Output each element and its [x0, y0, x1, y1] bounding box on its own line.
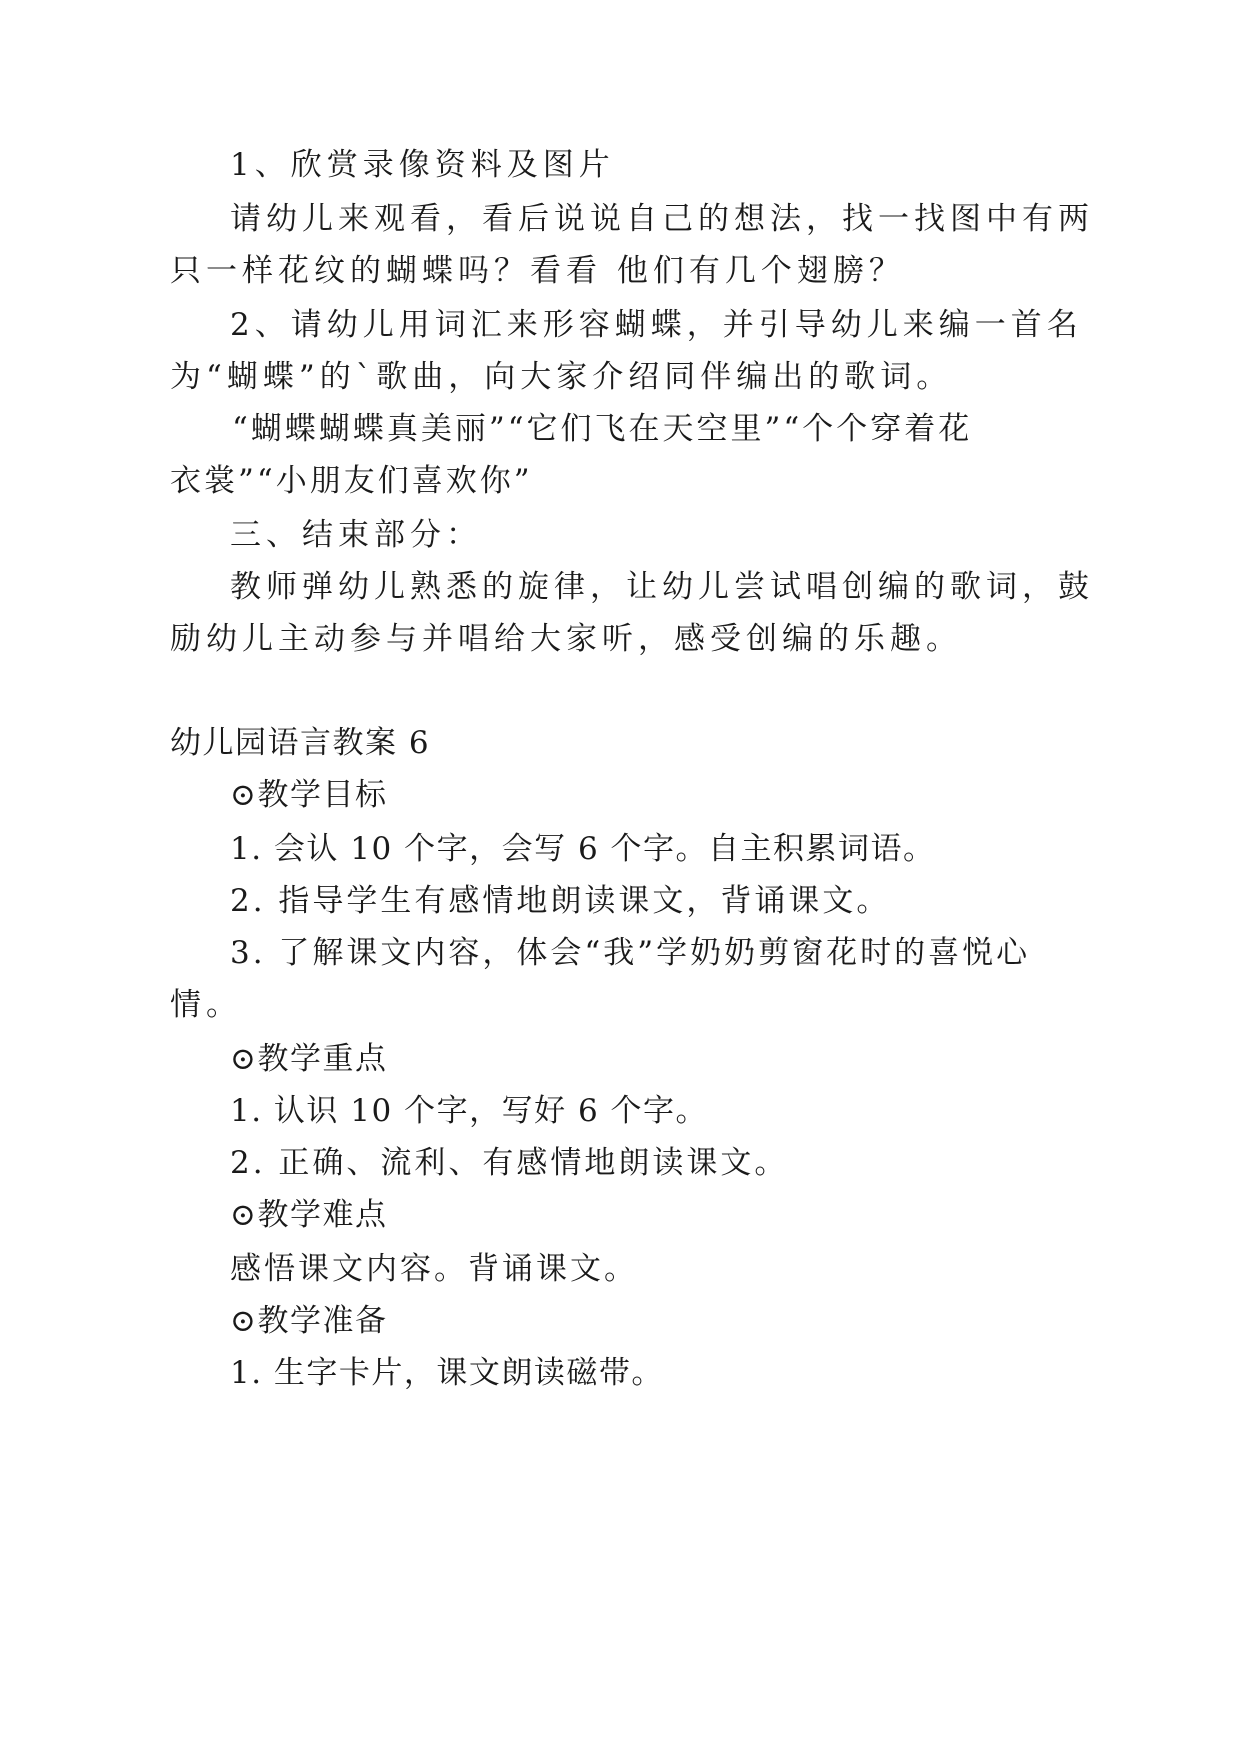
key-points-heading: ⊙教学重点	[230, 1041, 388, 1077]
list-item: 1. 会认 10 个字，会写 6 个字。自主积累词语。	[230, 831, 936, 867]
goals-heading: ⊙教学目标	[230, 777, 388, 813]
paragraph-line: 请幼儿来观看，看后说说自己的想法，找一找图中有两	[230, 201, 1094, 237]
section-title: 幼儿园语言教案 6	[170, 725, 431, 761]
list-item: 2. 正确、流利、有感情地朗读课文。	[230, 1145, 789, 1181]
item-2-line: 为“蝴蝶”的`歌曲，向大家介绍同伴编出的歌词。	[170, 359, 953, 395]
difficulty-heading: ⊙教学难点	[230, 1197, 388, 1233]
lyrics-line: 衣裳”“小朋友们喜欢你”	[170, 463, 533, 499]
paragraph-line: 励幼儿主动参与并唱给大家听，感受创编的乐趣。	[170, 621, 962, 657]
list-item: 感悟课文内容。背诵课文。	[230, 1251, 638, 1287]
list-item-continuation: 情。	[170, 987, 242, 1023]
item-1-heading: 1、欣赏录像资料及图片	[230, 147, 615, 183]
list-item: 1. 认识 10 个字，写好 6 个字。	[230, 1093, 709, 1129]
list-item: 2. 指导学生有感情地朗读课文，背诵课文。	[230, 883, 891, 919]
list-item: 3. 了解课文内容，体会“我”学奶奶剪窗花时的喜悦心	[230, 935, 1031, 971]
lyrics-line: “蝴蝶蝴蝶真美丽”“它们飞在天空里”“个个穿着花	[232, 411, 973, 447]
paragraph-line: 只一样花纹的蝴蝶吗？看看 他们有几个翅膀？	[170, 253, 905, 289]
preparation-heading: ⊙教学准备	[230, 1303, 388, 1339]
list-item: 1. 生字卡片，课文朗读磁带。	[230, 1355, 664, 1391]
part-3-heading: 三、结束部分：	[230, 517, 482, 553]
paragraph-line: 教师弹幼儿熟悉的旋律，让幼儿尝试唱创编的歌词，鼓	[230, 569, 1094, 605]
item-2-line: 2、请幼儿用词汇来形容蝴蝶，并引导幼儿来编一首名	[230, 307, 1083, 343]
